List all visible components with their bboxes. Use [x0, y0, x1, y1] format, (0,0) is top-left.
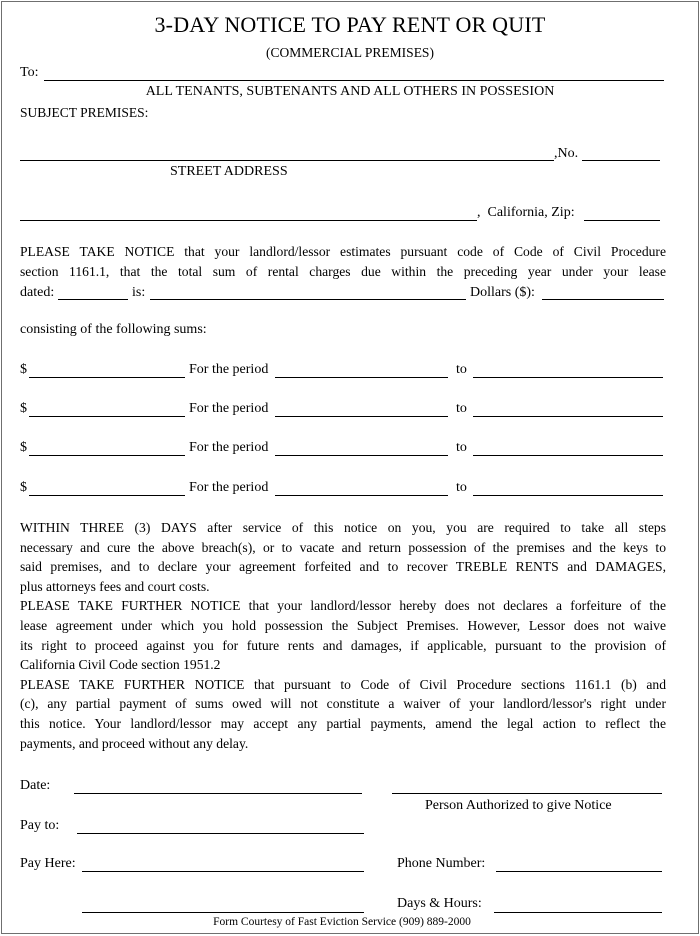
pay-to-label: Pay to: — [20, 818, 60, 833]
form-title: 3-DAY NOTICE TO PAY RENT OR QUIT — [154, 12, 546, 37]
terms-line: California Civil Code section 1951.2 — [20, 657, 221, 673]
period-end-field[interactable] — [473, 416, 663, 417]
terms-line: PLEASE TAKE FURTHER NOTICE that your landlord/lessor hereby does not declares a forfeiture of the — [20, 598, 666, 614]
terms-line: necessary and cure the above breach(s), or to vacate and return possession of the premises and the keys to — [20, 539, 666, 555]
terms-line: said premises, and to declare your agreement forfeited and to recover TREBLE RENTS and DAMAGES, — [20, 559, 666, 575]
authorized-label: Person Authorized to give Notice — [425, 798, 612, 813]
to-field[interactable] — [44, 80, 664, 81]
consisting-label: consisting of the following sums: — [20, 322, 207, 337]
amount-words-field[interactable] — [150, 299, 466, 300]
california-zip-label: , California, Zip: — [477, 205, 575, 220]
period-end-field[interactable] — [473, 495, 663, 496]
notice-line: section 1161.1, that the total sum of rental charges due within the preceding year under your lease — [20, 263, 666, 279]
notice-page — [1, 1, 699, 934]
phone-field[interactable] — [496, 871, 662, 872]
sum-amount-field[interactable] — [29, 377, 185, 378]
pay-to-field[interactable] — [77, 833, 364, 834]
notice-line: PLEASE TAKE NOTICE that your landlord/lessor estimates pursuant code of Code of Civil Procedure — [20, 244, 666, 259]
terms-line: PLEASE TAKE FURTHER NOTICE that pursuant to Code of Civil Procedure sections 1161.1 (b) and — [20, 676, 666, 692]
terms-line: payments, and proceed without any delay. — [20, 735, 249, 751]
dollar-sign: $ — [20, 440, 27, 455]
pay-here-label: Pay Here: — [20, 856, 76, 871]
dollars-field[interactable] — [542, 299, 664, 300]
address-line-field[interactable] — [82, 912, 364, 913]
period-label: For the period — [189, 362, 269, 377]
is-label: is: — [132, 285, 146, 300]
zip-field[interactable] — [584, 220, 660, 221]
period-start-field[interactable] — [275, 495, 448, 496]
sum-amount-field[interactable] — [29, 455, 185, 456]
period-end-field[interactable] — [473, 377, 663, 378]
phone-label: Phone Number: — [397, 856, 486, 871]
unit-number-field[interactable] — [582, 160, 660, 161]
no-label: ,No. — [554, 146, 579, 161]
form-subtitle: (COMMERCIAL PREMISES) — [266, 45, 434, 60]
pay-here-field[interactable] — [82, 871, 364, 872]
subject-premises-label: SUBJECT PREMISES: — [20, 105, 149, 120]
terms-line: WITHIN THREE (3) DAYS after service of this notice on you, you are required to take all steps — [20, 520, 666, 535]
street-address-label: STREET ADDRESS — [170, 164, 288, 179]
period-label: For the period — [189, 401, 269, 416]
dollar-sign: $ — [20, 480, 27, 495]
period-start-field[interactable] — [275, 377, 448, 378]
period-end-field[interactable] — [473, 455, 663, 456]
dated-field[interactable] — [58, 299, 128, 300]
to-period-label: to — [456, 401, 467, 416]
to-label: To: — [20, 65, 39, 80]
tenants-text: ALL TENANTS, SUBTENANTS AND ALL OTHERS IN POSSESION — [145, 84, 555, 99]
dollars-label: Dollars ($): — [470, 285, 535, 300]
period-label: For the period — [189, 480, 269, 495]
footer-credit: Form Courtesy of Fast Eviction Service (909) 889-2000 — [213, 916, 471, 928]
street-address-field[interactable] — [20, 160, 554, 161]
terms-line: its right to proceed against you for future rents and damages, if applicable, pursuant to the provision of — [20, 637, 666, 653]
sum-amount-field[interactable] — [29, 495, 185, 496]
terms-line: (c), any partial payment of sums owed will not constitute a waiver of your landlord/lessor's right under — [20, 696, 666, 712]
terms-line: plus attorneys fees and court costs. — [20, 578, 210, 594]
date-label: Date: — [20, 778, 51, 793]
period-label: For the period — [189, 440, 269, 455]
dollar-sign: $ — [20, 401, 27, 416]
to-period-label: to — [456, 480, 467, 495]
date-field[interactable] — [74, 793, 362, 794]
dollar-sign: $ — [20, 362, 27, 377]
dated-label: dated: — [20, 285, 55, 300]
terms-line: this notice. Your landlord/lessor may accept any partial payments, amend the legal action to reflect the — [20, 715, 666, 731]
terms-paragraphs — [20, 518, 666, 753]
days-hours-field[interactable] — [494, 912, 662, 913]
period-start-field[interactable] — [275, 455, 448, 456]
days-hours-label: Days & Hours: — [397, 896, 482, 911]
terms-line: lease agreement under which you hold possession the Subject Premises. However, Lessor does not waive — [20, 617, 666, 633]
authorized-signature-field[interactable] — [392, 793, 662, 794]
city-field[interactable] — [20, 220, 477, 221]
period-start-field[interactable] — [275, 416, 448, 417]
notice-paragraph — [20, 242, 666, 281]
sum-amount-field[interactable] — [29, 416, 185, 417]
to-period-label: to — [456, 362, 467, 377]
to-period-label: to — [456, 440, 467, 455]
